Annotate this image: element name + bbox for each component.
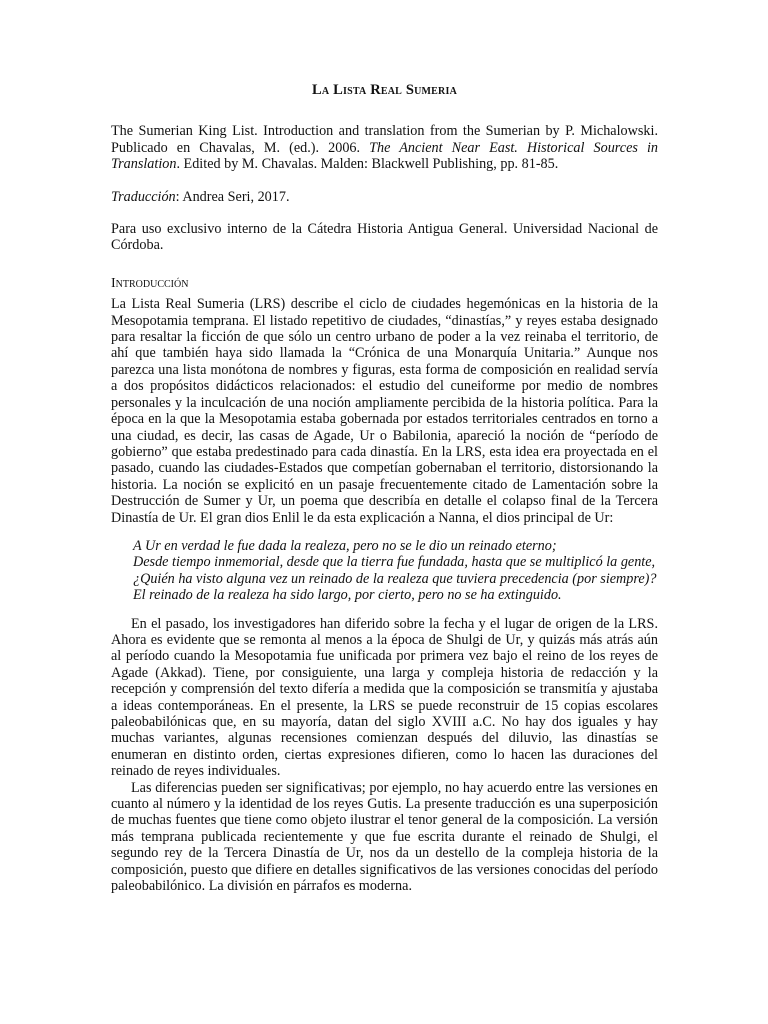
- section-heading-introduccion: Introducción: [111, 275, 189, 291]
- citation-publisher: . Edited by M. Chavalas. Malden: Blackwell Publishing, pp. 81-85.: [176, 156, 559, 173]
- paragraph-differences: Las diferencias pueden ser significativas; por ejemplo, no hay acuerdo entre las versiones en cuanto al número y la identidad de los reyes Gutis. La presente traducción es una superposición de muchas fuentes que tiene como objeto ilustrar el tenor general de la composición. La versión más temprana publicada recientemente y que fue escrita durante el reinado de Shulgi, el segundo rey de la Tercera Dinastía de Ur, nos da un destello de la compleja historia de la composición, puesto que difiere en detalles significativos de las versiones conocidas del período paleobabilónico. La división en párrafos es moderna.: [111, 779, 658, 895]
- usage-note: Para uso exclusivo interno de la Cátedra Historia Antigua General. Universidad Nacional de Córdoba.: [111, 221, 658, 254]
- block-quote: [133, 538, 658, 604]
- citation-book-title: The Ancient Near East. Historical Sources in Translation: [111, 139, 659, 173]
- document-title: La Lista Real Sumeria: [311, 82, 457, 98]
- translator-name: : Andrea Seri, 2017.: [175, 188, 290, 205]
- intro-paragraph: La Lista Real Sumeria (LRS) describe el ciclo de ciudades hegemónicas en la historia de la Mesopotamia temprana. El listado repetitivo de ciudades, “dinastías,” y reyes estaba designado para resaltar la ficción de que sólo un centro urbano de poder a la vez reinaba el territorio, de ahí que también haya sido llamada la “Crónica de una Monarquía Unitaria.” Aunque nos parezca una lista monótona de nombres y figuras, esta forma de composición en realidad servía a dos propósitos didácticos relacionados: el estudio del cuneiforme por medio de nombres personales y la inculcación de una noción ampliamente percibida de la historia política. Para la época en la que la Mesopotamia estaba gobernada por estados territoriales centrados en torno a una ciudad, es decir, las casas de Agade, Ur o Babilonia, apareció la noción de “período de gobierno” que estaba predestinado para cada dinastía. En la LRS, esta idea era proyectada en el pasado, cuando las ciudades-Estados que competían gobernaban el territorio, distorsionando la historia. La noción se explicitó en un pasaje frecuentemente citado de Lamentación sobre la Destrucción de Sumer y Ur, un poema que describía en detalle el colapso final de la Tercera Dinastía de Ur. El gran dios Enlil le da esta explicación a Nanna, el dios principal de Ur:: [111, 296, 658, 526]
- document-page: [111, 82, 658, 894]
- translation-label: Traducción: [111, 188, 176, 205]
- translation-credit: [111, 189, 658, 205]
- quote-line-4: El reinado de la realeza ha sido largo, por cierto, pero no se ha extinguido.: [133, 587, 562, 604]
- quote-line-3: ¿Quién ha visto alguna vez un reinado de la realeza que tuviera precedencia (por siempre)?: [133, 570, 657, 587]
- paragraph-origin: En el pasado, los investigadores han diferido sobre la fecha y el lugar de origen de la LRS. Ahora es evidente que se remonta al menos a la época de Shulgi de Ur, y quizás más atrás aún al período cuando la Mesopotamia fue unificada por primera vez bajo el reino de los reyes de Agade (Akkad). Tiene, por consiguiente, una larga y compleja historia de redacción y la recepción y comprensión del texto difería a medida que la composición se transmitía y ajustaba a ideas contemporáneas. En el presente, la LRS se puede reconstruir de 15 copias escolares paleobabilónicas que, en su mayoría, datan del siglo XVIII a.C. No hay dos iguales y hay muchas variantes, algunas recensiones comienzan después del diluvio, las dinastías se enumeran en distinto orden, ciertas expresiones difieren, como lo hacen las duraciones del reinado de reyes individuales.: [111, 615, 658, 780]
- quote-line-1: A Ur en verdad le fue dada la realeza, pero no se le dio un reinado eterno;: [133, 537, 557, 554]
- source-citation: [111, 123, 658, 172]
- citation-text: The Sumerian King List. Introduction and translation from the Sumerian by P. Michalowski. Publicado en Chavalas, M. (ed.). 2006.: [111, 123, 658, 156]
- quote-line-2: Desde tiempo inmemorial, desde que la tierra fue fundada, hasta que se multiplicó la gente,: [133, 554, 656, 571]
